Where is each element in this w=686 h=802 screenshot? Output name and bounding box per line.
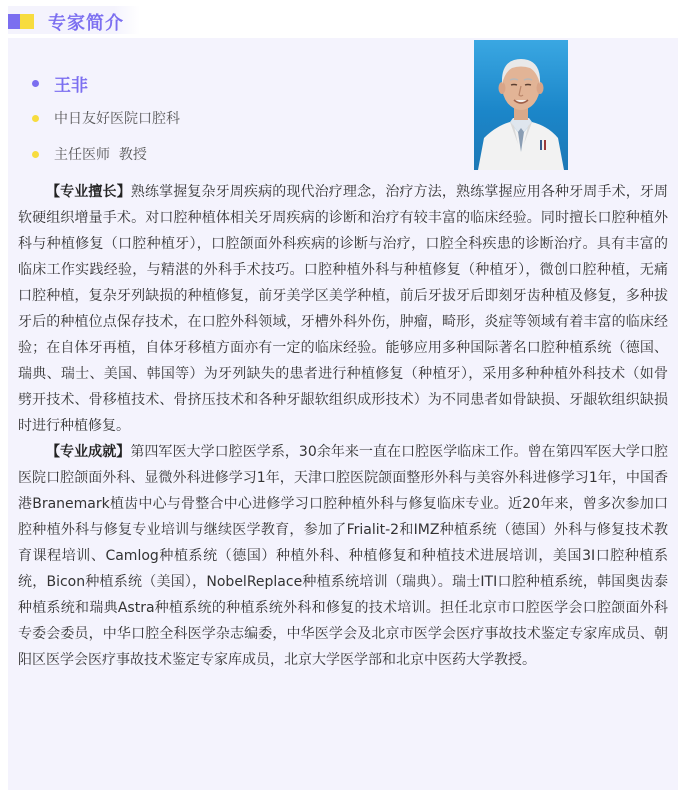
yellow-bullet-icon: [32, 115, 39, 122]
yellow-bullet-icon: [32, 151, 39, 158]
doctor-hospital: 中日友好医院口腔科: [54, 111, 180, 127]
doctor-titles: 主任医师 教授: [54, 147, 147, 163]
purple-bullet-icon: [32, 80, 39, 87]
eye: [525, 85, 531, 86]
doctor-title-row: [32, 142, 147, 166]
achievements-label: 【专业成就】: [46, 444, 131, 460]
expertise-label: 【专业擅长】: [46, 184, 131, 200]
achievements-paragraph: [18, 439, 668, 673]
achievements-text: 第四军医大学口腔医学系，30余年来一直在口腔医学临床工作。曾在第四军医大学口腔医院口腔颌面外科、显微外科进修学习1年，天津口腔医院颌面整形外科与美容外科进修学习1年，中国香港Branemark植齿中心与骨整合中心进修学习口腔种植外科与修复临床专业。近20年来，曾多次参加口腔种植外科与修复专业培训与继续医学教育，参加了Frialit-2和IMZ种植系统（德国）外科与修复技术教育课程培训、Camlog种植系统（德国）种植外科、种植修复和种植技术进展培训，美国3I口腔种植系统，Bicon种植系统（美国），NobelReplace种植系统培训（瑞典）。瑞士ITI口腔种植系统，韩国奥齿泰种植系统和瑞典Astra种植系统的种植系统外科和修复的技术培训。担任北京市口腔医学会口腔颌面外科专委会委员，中华口腔全科医学杂志编委，中华医学会及北京市医学会医疗事故技术鉴定专家库成员、朝阳区医学会医疗事故技术鉴定专家库成员，北京大学医学部和北京中医药大学教授。: [18, 444, 669, 668]
eye: [511, 85, 517, 86]
pen: [540, 140, 542, 150]
header-yellow-square-icon: [20, 14, 34, 29]
doctor-name-row: [32, 71, 88, 95]
doctor-name: 王非: [54, 75, 88, 96]
biography: [18, 179, 668, 673]
expertise-text: 熟练掌握复杂牙周疾病的现代治疗理念，治疗方法，熟练掌握应用各种牙周手术，牙周软硬组织增量手术。对口腔种植体相关牙周疾病的诊断和治疗有较丰富的临床经验。同时擅长口腔种植外科与种植修复（口腔种植牙），口腔颌面外科疾病的诊断与治疗，口腔全科疾患的诊断治疗。具有丰富的临床工作实践经验，与精湛的外科手术技巧。口腔种植外科与种植修复（种植牙），微创口腔种植，无痛口腔种植，复杂牙列缺损的种植修复，前牙美学区美学种植，前后牙拔牙后即刻牙齿种植及修复，多种拔牙后的种植位点保存技术，在口腔外科领域，牙槽外科外伤，肿瘤，畸形，炎症等领域有着丰富的临床经验；在自体牙再植，自体牙移植方面亦有一定的临床经验。能够应用多种国际著名口腔种植系统（德国、瑞典、瑞士、美国、韩国等）为牙列缺失的患者进行种植修复（种植牙），采用多种种植外科技术（如骨劈开技术、骨移植技术、骨挤压技术和各种牙龈软组织成形技术）为不同患者如骨缺损、牙龈软组织缺损时进行种植修复。: [18, 184, 669, 434]
section-title: 专家简介: [48, 13, 124, 34]
expertise-paragraph: [18, 179, 668, 439]
pen: [544, 140, 546, 150]
section-header: [8, 6, 140, 34]
expert-card: [8, 38, 678, 790]
header-purple-square-icon: [8, 14, 20, 29]
doctor-portrait-photo: [474, 40, 568, 170]
doctor-portrait-illustration: [474, 40, 568, 170]
doctor-hospital-row: [32, 106, 180, 130]
